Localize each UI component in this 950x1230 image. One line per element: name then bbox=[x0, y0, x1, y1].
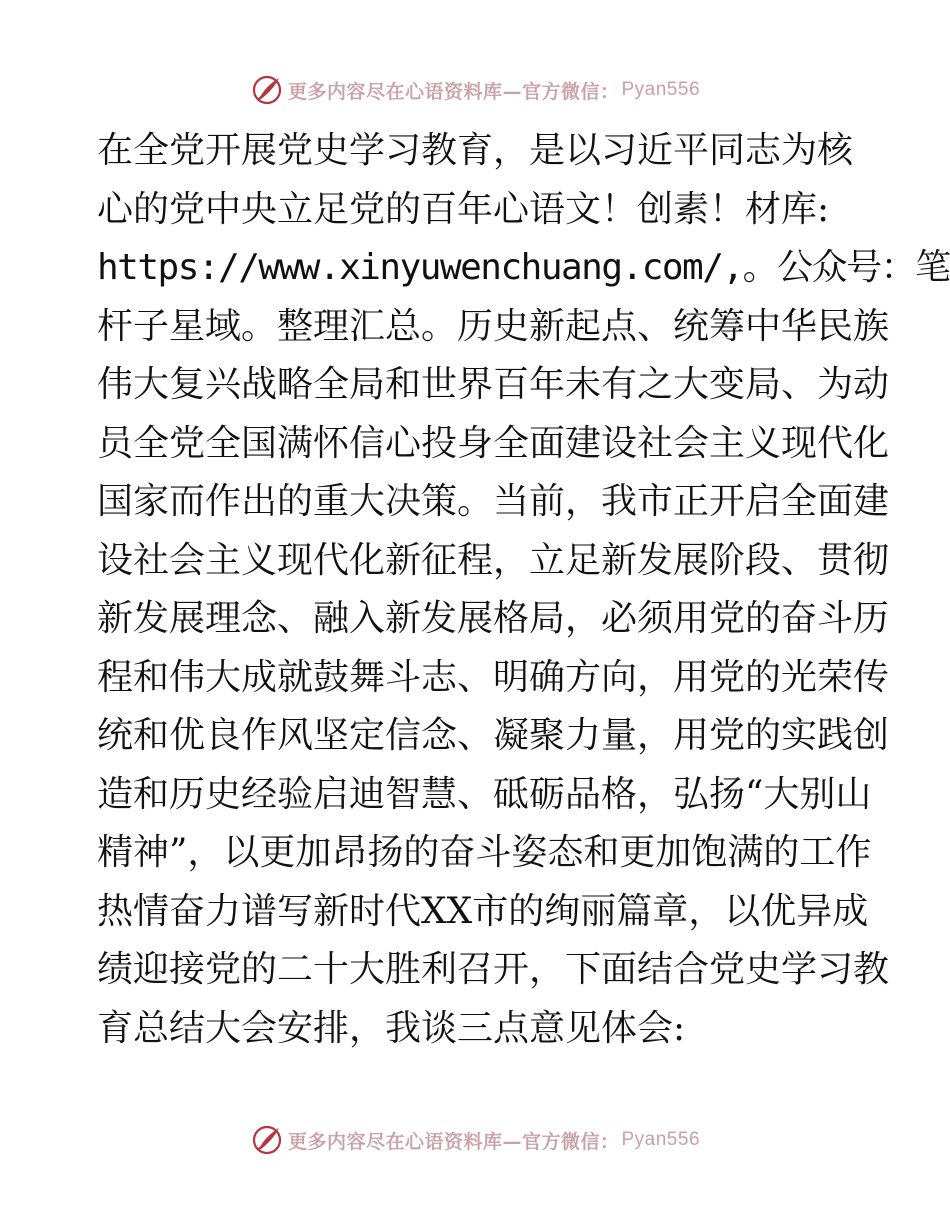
body-line: 程和伟大成就鼓舞斗志、明确方向，用党的光荣传 bbox=[97, 656, 890, 698]
watermark-wechat-id: Pyan556 bbox=[621, 1129, 701, 1150]
body-line: 伟大复兴战略全局和世界百年未有之大变局、为动 bbox=[97, 364, 890, 405]
body-line: 设社会主义现代化新征程，立足新发展阶段、贯彻 bbox=[97, 539, 890, 581]
header-watermark bbox=[0, 70, 950, 110]
body-paragraph bbox=[97, 122, 950, 1058]
body-line: 热情奋力谱写新时代XX市的绚丽篇章，以优异成 bbox=[97, 890, 869, 932]
body-line: 在全党开展党史学习教育，是以习近平同志为核 bbox=[97, 130, 854, 171]
watermark-wechat-label: —官方微信： bbox=[502, 80, 620, 103]
watermark-wechat-label: —官方微信： bbox=[502, 1130, 620, 1153]
body-line-url: https://www.xinyuwenchuang.com/,。公众号：笔 bbox=[97, 247, 950, 288]
body-line: 育总结大会安排，我谈三点意见体会: bbox=[97, 1007, 686, 1049]
body-line: 精神”，以更加昂扬的奋斗姿态和更加饱满的工作 bbox=[97, 832, 872, 873]
quill-pen-logo-icon bbox=[250, 1123, 284, 1157]
watermark-site-text: 更多内容尽在心语资料库 bbox=[287, 80, 503, 103]
watermark-wechat-id: Pyan556 bbox=[621, 79, 701, 100]
body-line: 统和优良作风坚定信念、凝聚力量，用党的实践创 bbox=[97, 715, 890, 756]
body-line: 新发展理念、融入新发展格局，必须用党的奋斗历 bbox=[97, 598, 890, 639]
body-line: 国家而作出的重大决策。当前，我市正开启全面建 bbox=[97, 481, 890, 522]
footer-watermark bbox=[0, 1120, 950, 1160]
watermark-site-text: 更多内容尽在心语资料库 bbox=[287, 1130, 503, 1153]
body-line: 员全党全国满怀信心投身全面建设社会主义现代化 bbox=[97, 422, 890, 464]
body-line: 心的党中央立足党的百年心语文！创素！材库: bbox=[97, 188, 830, 230]
quill-pen-logo-icon bbox=[250, 73, 284, 107]
body-line: 造和历史经验启迪智慧、砥砺品格，弘扬“大别山 bbox=[97, 773, 872, 815]
body-line: 杆子星域。整理汇总。历史新起点、统筹中华民族 bbox=[97, 305, 890, 347]
body-line: 绩迎接党的二十大胜利召开，下面结合党史学习教 bbox=[97, 949, 890, 990]
